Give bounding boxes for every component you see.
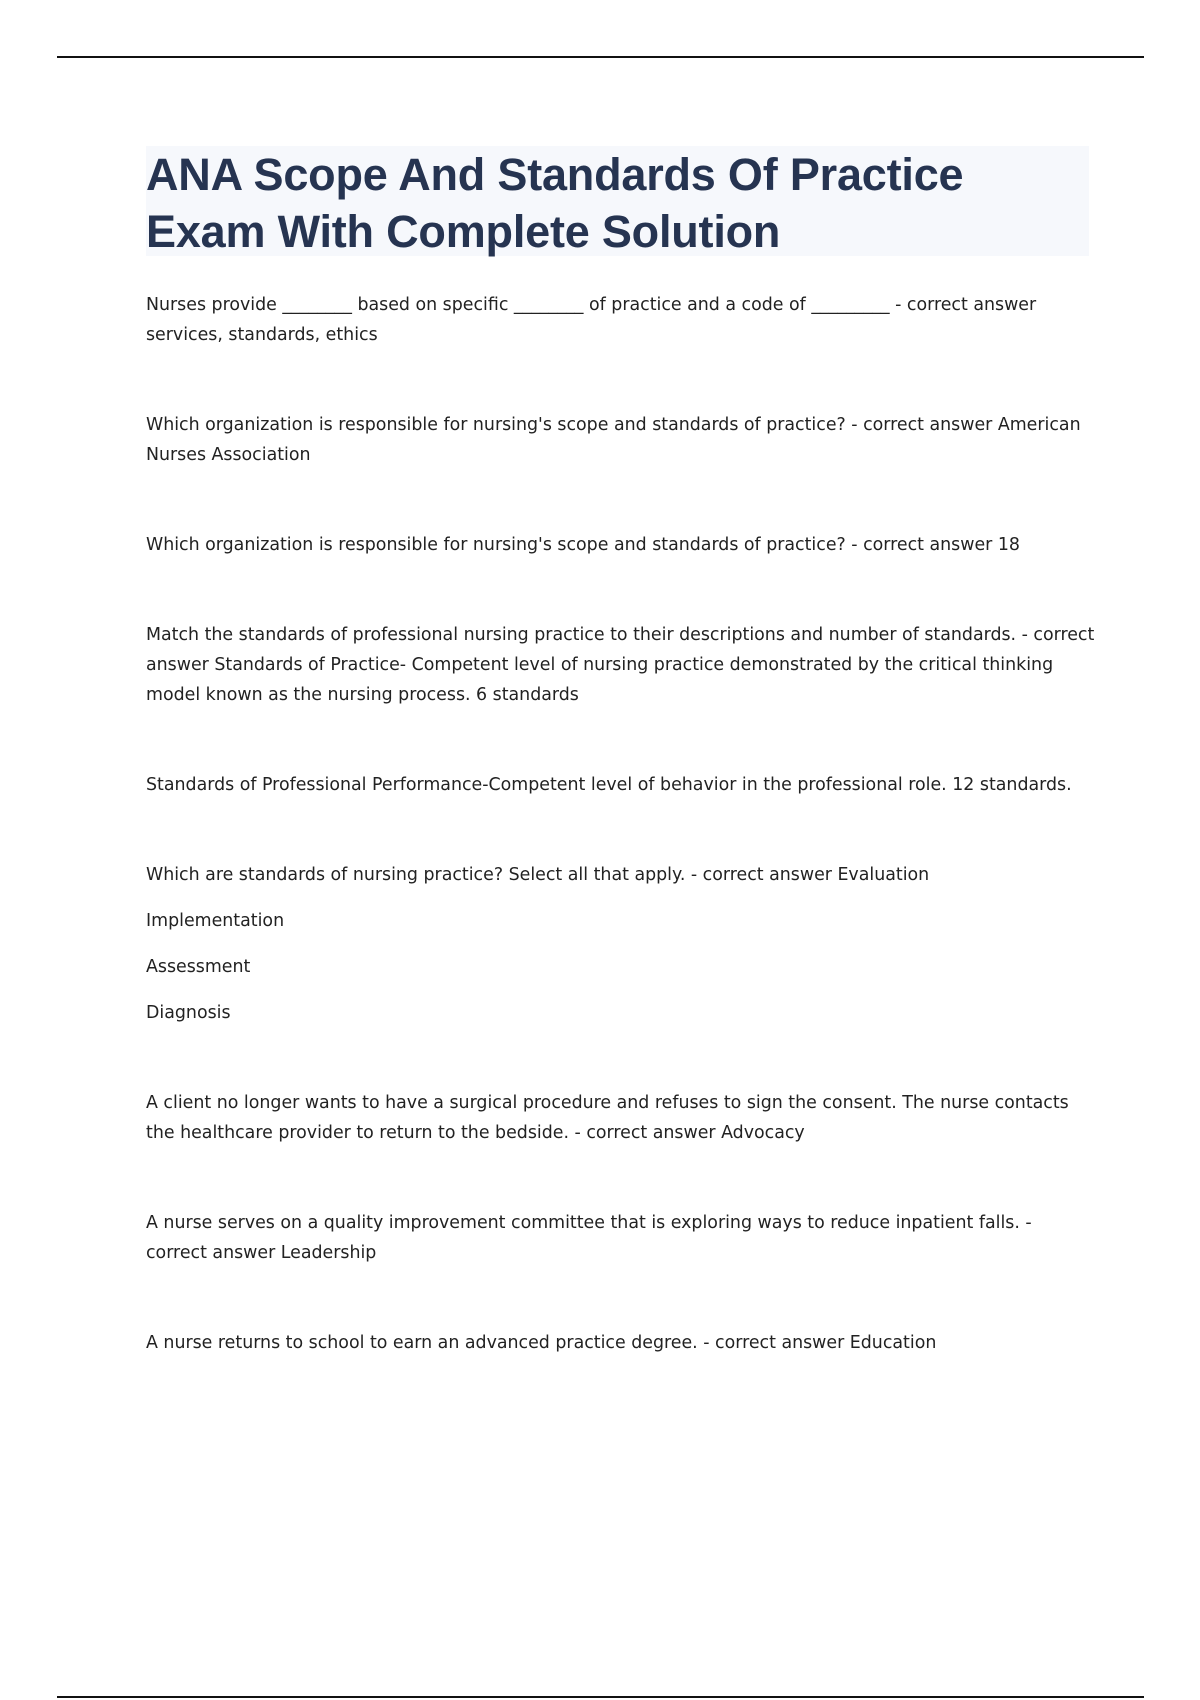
bottom-rule [57,1696,1144,1698]
page-title: ANA Scope And Standards Of Practice Exam With Complete Solution [146,149,964,257]
qa-item: Match the standards of professional nursing practice to their descriptions and number of standards. - correct answer Standards of Practice- Competent level of nursing practice demonstrated by the critical thinking model known as the nursing process. 6 standards [146,625,1095,705]
answer-line: Implementation [146,911,285,931]
qa-item: Which are standards of nursing practice? Select all that apply. - correct answer Evaluation [146,865,930,885]
qa-item: A client no longer wants to have a surgical procedure and refuses to sign the consent. The nurse contacts the healthcare provider to return to the bedside. - correct answer Advocacy [146,1093,1069,1143]
title-block [146,146,1089,256]
qa-item: Which organization is responsible for nursing's scope and standards of practice? - correct answer 18 [146,535,1020,555]
answer-line: Diagnosis [146,1003,231,1023]
qa-item: A nurse returns to school to earn an advanced practice degree. - correct answer Education [146,1333,937,1353]
document-body [146,290,1096,1358]
qa-item: Which organization is responsible for nursing's scope and standards of practice? - correct answer American Nurses Association [146,415,1081,465]
top-rule [57,56,1144,58]
qa-item: Standards of Professional Performance-Competent level of behavior in the professional role. 12 standards. [146,775,1072,795]
qa-item: Nurses provide ________ based on specific ________ of practice and a code of _________ - correct answer services, standards, ethics [146,295,1037,345]
qa-item: A nurse serves on a quality improvement committee that is exploring ways to reduce inpatient falls. - correct answer Leadership [146,1213,1032,1263]
answer-line: Assessment [146,957,251,977]
